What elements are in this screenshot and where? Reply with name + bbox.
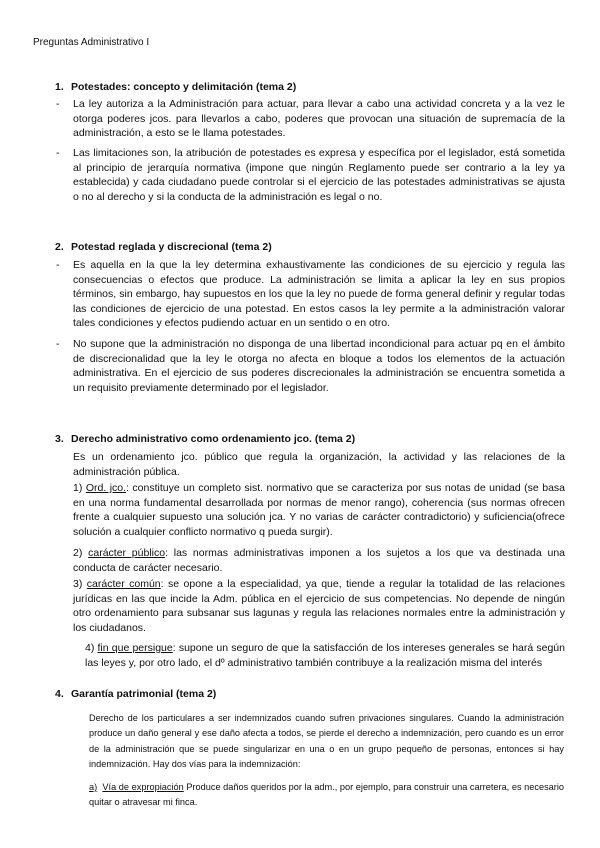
section-title xyxy=(55,241,272,253)
item-label: 2) xyxy=(73,547,83,559)
item-label: 4) xyxy=(85,642,95,654)
section-number: 3. xyxy=(55,433,64,445)
section-title xyxy=(55,81,296,93)
item-text: Produce daños queridos por la adm., por ejemplo, para construir una carretera, es necesario quitar o atravesar mi finca. xyxy=(89,782,564,808)
item-label: a) xyxy=(89,782,98,792)
item-label: 3) xyxy=(73,578,83,590)
bullet-text: Las limitaciones son, la atribución de potestades es expresa y específica por el legislador, está sometida al principio de jerarquía normativa (impone que ningún Reglamento puede ser contrario a la ley ya establecida) y cada ciudadano puede controlar si el ejercicio de las potestades administrativas se ajusta o no al derecho y si la conducta de la administración es legal o no. xyxy=(73,147,565,203)
page-header: Preguntas Administrativo I xyxy=(33,37,150,48)
list-item xyxy=(73,577,565,635)
bullet-text: Es aquella en la que la ley determina exhaustivamente las condiciones de su ejercicio y regula las consecuencias o efectos que produce. La administración se limita a aplicar la ley en sus propios términos, sin embargo, hay supuestos en los que la ley no puede de forma general definir y regular todas las condiciones de ejercicio de una potestad. En estos casos la ley permite a la administración valorar tales condiciones y efectos pudiendo actuar en un sentido o en otro. xyxy=(73,259,565,330)
intro-text: Derecho de los particulares a ser indemnizados cuando sufren privaciones singulares. Cuando la administración produce un daño general y ese daño afecta a todos, se pierde el derecho a indemnización, pero cuando es un error de la administración que se puede singularizar en una o en un grupo pequeño de personas, entonces si hay indemnización. Hay dos vías para la indemnización: xyxy=(89,713,564,770)
item-text: : constituye un completo sist. normativo que se caracteriza por sus notas de unidad (se basa en una norma fundamental desarrollada por normas de menor rango), coherencia (sus normas ofrecen frente a cualquier supuesto una solución jca. Y no varias de carácter contradictorio) y suficiencia(ofrece solución a cualquier conflicto normativo q pueda surgir). xyxy=(73,482,565,538)
section-title-text: Garantía patrimonial (tema 2) xyxy=(71,688,217,700)
bullet-dash: - xyxy=(56,98,60,110)
item-term: carácter público xyxy=(88,547,166,559)
list-item xyxy=(73,546,565,575)
section-title-text: Potestad reglada y discrecional (tema 2) xyxy=(71,241,272,253)
list-item xyxy=(73,481,565,539)
item-term: fin que persigue xyxy=(97,642,173,654)
list-item xyxy=(89,780,564,811)
section-title xyxy=(55,688,216,700)
item-term: Ord. jco. xyxy=(85,482,127,494)
item-text: : supone un seguro de que la satisfacción de los intereses generales se hará según las leyes y, por otro lado, el dº administrativo también contribuye a la realización misma del interés xyxy=(85,642,565,669)
list-item xyxy=(85,641,565,670)
bullet-dash: - xyxy=(56,338,60,350)
section-number: 4. xyxy=(55,688,64,700)
item-term: Vía de expropiación xyxy=(102,782,184,792)
bullet-text: La ley autoriza a la Administración para actuar, para llevar a cabo una actividad concreta y a la vez le otorga poderes jcos. para llevarlos a cabo, poderes que provocan una situación de supremacía de la administración, a esto se le llama potestades. xyxy=(73,98,565,140)
item-text: : las normas administrativas imponen a los sujetos a los que va destinada una conducta de carácter necesario. xyxy=(73,547,566,574)
bullet-dash: - xyxy=(56,147,60,159)
intro-text: Es un ordenamiento jco. público que regula la organización, la actividad y las relaciones de la administración pública. xyxy=(73,451,565,478)
section-number: 1. xyxy=(55,81,64,93)
item-label: 1) xyxy=(73,482,83,494)
item-text: : se opone a la especialidad, ya que, tiende a regular la totalidad de las relaciones jurídicas en las que incide la Adm. pública en el ejercicio de sus competencias. No depende de ningún otro ordenamiento para subsanar sus lagunas y regula las relaciones normales entre la administración y los ciudadanos. xyxy=(73,578,565,634)
item-term: carácter común xyxy=(86,578,161,590)
bullet-text: No supone que la administración no disponga de una libertad incondicional para actuar pq en el ámbito de discrecionalidad que la ley le otorga no afecta en bloque a todos los elementos de la actuación administrativa. En el ejercicio de sus poderes discrecionales la administración se encuentra sometida a un requisito previamente determinado por el legislador. xyxy=(73,338,565,394)
section-title-text: Derecho administrativo como ordenamiento jco. (tema 2) xyxy=(71,433,356,445)
section-title xyxy=(55,433,355,445)
section-number: 2. xyxy=(55,241,64,253)
bullet-dash: - xyxy=(56,259,60,271)
section-title-text: Potestades: concepto y delimitación (tema 2) xyxy=(71,81,297,93)
